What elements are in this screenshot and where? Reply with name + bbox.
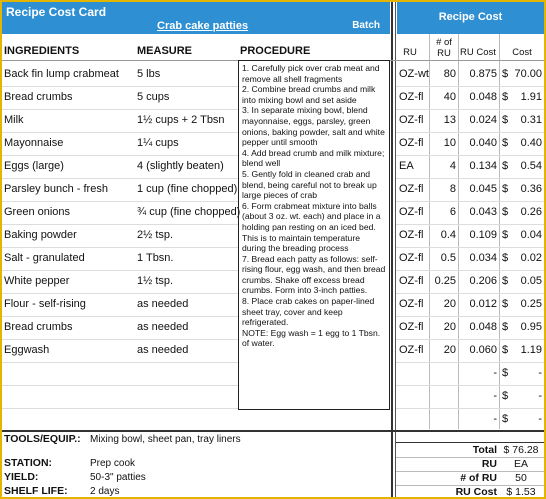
currency-symbol: $ xyxy=(502,413,509,425)
grid-line xyxy=(499,34,500,429)
cost-value: 0.04 xyxy=(520,229,542,241)
ingredient-name: Milk xyxy=(4,114,24,126)
ru-cost-value: 0.043 xyxy=(469,206,497,218)
ingredient-measure: 1½ cups + 2 Tbsn xyxy=(137,114,225,126)
cost-value: 1.91 xyxy=(520,91,542,103)
cost-header: Cost xyxy=(512,47,532,58)
ru-quantity: 10 xyxy=(443,137,456,149)
ru-unit: OZ-fl xyxy=(399,275,424,287)
ingredient-name: Flour - self-rising xyxy=(4,298,86,310)
footer-divider xyxy=(2,430,544,432)
cost-value: 0.36 xyxy=(520,183,542,195)
cost-value: 70.00 xyxy=(514,68,542,80)
main-divider xyxy=(391,2,393,497)
ru-unit: OZ-fl xyxy=(399,137,424,149)
cost-value: - xyxy=(538,367,542,379)
ru-cost-header: RU Cost xyxy=(460,47,496,58)
row-divider xyxy=(2,247,238,248)
ingredient-name: Parsley bunch - fresh xyxy=(4,183,108,195)
ru-unit: OZ-fl xyxy=(399,229,424,241)
currency-symbol: $ xyxy=(502,367,509,379)
ingredient-name: White pepper xyxy=(4,275,70,287)
cost-value: 0.40 xyxy=(520,137,542,149)
station-value: Prep cook xyxy=(90,458,136,469)
row-divider xyxy=(2,86,238,87)
ru-cost-value: 0.048 xyxy=(469,91,497,103)
ingredient-name: Eggwash xyxy=(4,344,50,356)
total-label: Total xyxy=(472,444,497,456)
recipe-card-header xyxy=(2,2,390,34)
tools-value: Mixing bowl, sheet pan, tray liners xyxy=(90,434,241,445)
row-divider xyxy=(2,201,238,202)
currency-symbol: $ xyxy=(502,229,509,241)
cost-value: 0.31 xyxy=(520,114,542,126)
row-divider xyxy=(2,178,238,179)
row-divider xyxy=(2,270,238,271)
row-divider xyxy=(396,247,544,248)
row-divider xyxy=(2,132,238,133)
recipe-cost-header xyxy=(397,2,544,34)
ingredient-name: Eggs (large) xyxy=(4,160,64,172)
row-divider xyxy=(396,270,544,271)
total-label: # of RU xyxy=(460,472,497,484)
ingredient-measure: 1 Tbsn. xyxy=(137,252,174,264)
procedure-text: 1. Carefully pick over crab meat and remove all shell fragments 2. Combine bread crumbs and milk into mixing bowl and set aside 3. In separate mixing bowl, blend mayonnaise, eggs, parsley, green onions, baking powder, salt and white pepper until smooth 4. Add bread crumb and milk mixture; blend well 5. Gently fold in cleaned crab and blend, being careful not to break up large pieces of crab 6. Form crabmeat mixture into balls (about 3 oz. wt. each) and place in a holding pan resting on an iced bed. This is to maintain temperature during the breading process 7. Bread each patty as follows: self-rising flour, egg wash, and then bread crumbs. Shake off excess bread crumbs. Form into 3-inch patties. 8. Place crab cakes on paper-lined sheet tray, cover and keep refrigerated. NOTE: Egg wash = 1 egg to 1 Tbsn. of water. xyxy=(238,60,390,410)
row-divider xyxy=(2,385,238,386)
measure-header: MEASURE xyxy=(137,45,193,57)
ru-cost-value: 0.109 xyxy=(469,229,497,241)
currency-symbol: $ xyxy=(502,321,509,333)
ingredients-header: INGREDIENTS xyxy=(4,45,80,57)
ru-quantity: 20 xyxy=(443,298,456,310)
ru-unit: OZ-fl xyxy=(399,206,424,218)
ru-cost-value: - xyxy=(493,390,497,402)
tools-label: TOOLS/EQUIP.: xyxy=(4,433,81,445)
ru-unit: OZ-wt xyxy=(399,68,429,80)
num-ru-header-line1: # of xyxy=(436,37,452,48)
currency-symbol: $ xyxy=(502,344,509,356)
ru-cost-value: 0.034 xyxy=(469,252,497,264)
ru-cost-value: 0.045 xyxy=(469,183,497,195)
currency-symbol: $ xyxy=(502,137,509,149)
row-divider xyxy=(396,86,544,87)
currency-symbol: $ xyxy=(502,252,509,264)
row-divider xyxy=(2,408,238,409)
row-divider xyxy=(2,155,238,156)
ru-unit: OZ-fl xyxy=(399,344,424,356)
ingredient-name: Bread crumbs xyxy=(4,91,73,103)
cost-value: - xyxy=(538,390,542,402)
ru-quantity: 4 xyxy=(449,160,456,172)
station-label: STATION: xyxy=(4,457,53,469)
ingredient-name: Bread crumbs xyxy=(4,321,73,333)
recipe-cost-title: Recipe Cost xyxy=(438,11,503,23)
cost-value: 1.19 xyxy=(520,344,542,356)
ru-quantity: 8 xyxy=(449,183,456,195)
ingredient-measure: 1¼ cups xyxy=(137,137,179,149)
currency-symbol: $ xyxy=(502,298,509,310)
ru-cost-value: 0.206 xyxy=(469,275,497,287)
ru-unit: OZ-fl xyxy=(399,252,424,264)
row-divider xyxy=(396,109,544,110)
ru-quantity: 13 xyxy=(443,114,456,126)
total-label: RU Cost xyxy=(455,486,497,498)
ingredient-name: Salt - granulated xyxy=(4,252,85,264)
total-value: EA xyxy=(513,458,528,470)
ru-unit: EA xyxy=(399,160,414,172)
ingredient-measure: 5 lbs xyxy=(137,68,161,80)
ingredient-measure: 5 cups xyxy=(137,91,170,103)
row-divider xyxy=(2,316,238,317)
ru-cost-value: - xyxy=(493,367,497,379)
currency-symbol: $ xyxy=(502,275,509,287)
ru-quantity: 20 xyxy=(443,321,456,333)
ru-cost-value: - xyxy=(493,413,497,425)
ru-quantity: 40 xyxy=(443,91,456,103)
currency-symbol: $ xyxy=(502,68,509,80)
recipe-name: Crab cake patties xyxy=(157,20,249,32)
ingredient-measure: 4 (slightly beaten) xyxy=(137,160,224,172)
total-value: $ 1.53 xyxy=(506,486,536,498)
ru-cost-value: 0.024 xyxy=(469,114,497,126)
cost-value: 0.02 xyxy=(520,252,542,264)
ingredient-name: Back fin lump crabmeat xyxy=(4,68,119,80)
ingredient-measure: 2½ tsp. xyxy=(137,229,174,241)
ru-cost-value: 0.040 xyxy=(469,137,497,149)
row-divider xyxy=(396,293,544,294)
ru-unit: OZ-fl xyxy=(399,114,424,126)
ru-unit: OZ-fl xyxy=(399,298,424,310)
ru-quantity: 80 xyxy=(443,68,456,80)
card-title: Recipe Cost Card xyxy=(6,5,107,19)
cost-value: 0.95 xyxy=(520,321,542,333)
shelf-life-label: SHELF LIFE: xyxy=(4,485,68,497)
yield-label: YIELD: xyxy=(4,471,39,483)
ru-quantity: 6 xyxy=(449,206,456,218)
row-divider xyxy=(2,109,238,110)
cost-value: 0.25 xyxy=(520,298,542,310)
ingredient-name: Green onions xyxy=(4,206,71,218)
row-divider xyxy=(396,155,544,156)
ru-unit: OZ-fl xyxy=(399,321,424,333)
ingredient-measure: as needed xyxy=(137,344,189,356)
currency-symbol: $ xyxy=(502,160,509,172)
ru-unit: OZ-fl xyxy=(399,183,424,195)
shelf-life-value: 2 days xyxy=(90,486,120,497)
row-divider xyxy=(396,362,544,363)
ru-cost-value: 0.012 xyxy=(469,298,497,310)
currency-symbol: $ xyxy=(502,114,509,126)
procedure-header: PROCEDURE xyxy=(240,45,311,57)
row-divider xyxy=(396,339,544,340)
ru-quantity: 0.5 xyxy=(440,252,456,264)
ingredient-name: Mayonnaise xyxy=(4,137,64,149)
row-divider xyxy=(396,201,544,202)
batch-label: Batch xyxy=(352,20,380,31)
currency-symbol: $ xyxy=(502,206,509,218)
row-divider xyxy=(2,293,238,294)
ru-cost-value: 0.875 xyxy=(469,68,497,80)
ru-header: RU xyxy=(403,47,417,58)
ingredient-measure: 1 cup (fine chopped) xyxy=(137,183,238,195)
row-divider xyxy=(396,132,544,133)
row-divider xyxy=(2,339,238,340)
row-divider xyxy=(396,385,544,386)
ru-quantity: 0.25 xyxy=(434,275,456,287)
cost-value: 0.05 xyxy=(520,275,542,287)
ru-quantity: 20 xyxy=(443,344,456,356)
total-value: $ 76.28 xyxy=(503,444,539,456)
row-divider xyxy=(396,224,544,225)
ingredient-measure: as needed xyxy=(137,321,189,333)
cost-value: - xyxy=(538,413,542,425)
ru-unit: OZ-fl xyxy=(399,91,424,103)
cost-divider xyxy=(395,2,396,497)
currency-symbol: $ xyxy=(502,390,509,402)
ru-cost-value: 0.060 xyxy=(469,344,497,356)
yield-value: 50-3" patties xyxy=(90,472,146,483)
ingredient-name: Baking powder xyxy=(4,229,77,241)
row-divider xyxy=(396,316,544,317)
cost-value: 0.26 xyxy=(520,206,542,218)
currency-symbol: $ xyxy=(502,91,509,103)
row-divider xyxy=(396,408,544,409)
ingredient-measure: as needed xyxy=(137,298,189,310)
ru-cost-value: 0.134 xyxy=(469,160,497,172)
ingredient-measure: ¾ cup (fine chopped) xyxy=(137,206,241,218)
currency-symbol: $ xyxy=(502,183,509,195)
row-divider xyxy=(396,178,544,179)
row-divider xyxy=(2,362,238,363)
ru-quantity: 0.4 xyxy=(440,229,456,241)
num-ru-header-line2: RU xyxy=(437,48,451,59)
total-label: RU xyxy=(481,458,497,470)
row-divider xyxy=(2,224,238,225)
total-value: 50 xyxy=(515,472,527,484)
ingredient-measure: 1½ tsp. xyxy=(137,275,174,287)
cost-value: 0.54 xyxy=(520,160,542,172)
ru-cost-value: 0.048 xyxy=(469,321,497,333)
